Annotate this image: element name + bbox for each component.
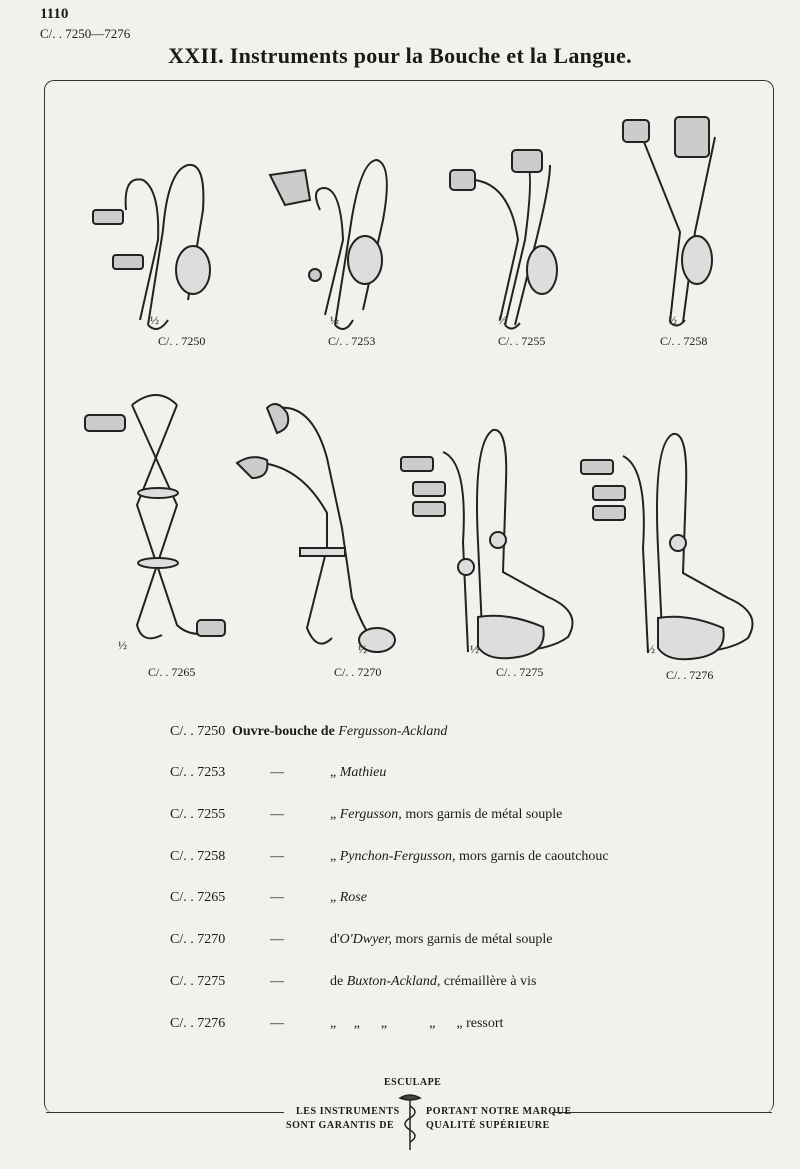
mouth-gag-7258-illustration	[615, 112, 730, 332]
ditto-dash: —	[270, 974, 284, 989]
figure-caption: C/. . 7253	[328, 334, 376, 348]
caduceus-logo-icon	[396, 1092, 424, 1157]
scale-mark: ½	[646, 642, 655, 656]
item-code: C/. . 7258	[170, 849, 226, 864]
item-code: C/. . 7265	[170, 890, 226, 905]
item-description: d'O'Dwyer, mors garnis de métal souple	[330, 932, 553, 947]
ditto-dash: —	[270, 849, 284, 864]
guarantee-text-left-2: SONT GARANTIS DE	[286, 1120, 395, 1131]
item-code: C/. . 7276	[170, 1016, 226, 1031]
item-code: C/. . 7255	[170, 807, 226, 822]
figure-caption: C/. . 7275	[496, 665, 544, 679]
scale-mark: ½	[498, 313, 507, 327]
guarantee-text-left-1: LES INSTRUMENTS	[296, 1106, 400, 1117]
item-description: „ Fergusson, mors garnis de métal souple	[330, 807, 563, 822]
ditto-dash: —	[270, 765, 284, 780]
page-title: XXII. Instruments pour la Bouche et la Langue.	[168, 43, 632, 68]
guarantee-text-right-1: PORTANT NOTRE MARQUE	[426, 1106, 572, 1117]
footer-rule-left	[46, 1112, 284, 1113]
scale-mark: ½	[470, 642, 479, 656]
item-description: „ Rose	[330, 890, 367, 905]
figure-caption: C/. . 7270	[334, 665, 382, 679]
scale-mark: ½	[668, 313, 677, 327]
figure-caption: C/. . 7250	[158, 334, 206, 348]
page-number: 1110	[40, 6, 69, 22]
scale-mark: ½	[118, 638, 127, 652]
mouth-gag-7276-illustration	[578, 428, 763, 663]
item-code: C/. . 7253	[170, 765, 226, 780]
item-description: de Buxton-Ackland, crémaillère à vis	[330, 974, 537, 989]
mouth-gag-7270-illustration	[232, 398, 402, 663]
item-description: „ Mathieu	[330, 765, 387, 780]
ditto-dash: —	[270, 890, 284, 905]
item-description: „ Pynchon-Fergusson, mors garnis de caoutchouc	[330, 849, 609, 864]
item-description: Ouvre-bouche de Fergusson-Ackland	[232, 724, 448, 739]
scale-mark: ½	[330, 313, 339, 327]
figure-caption: C/. . 7265	[148, 665, 196, 679]
mouth-gag-7265-illustration	[82, 385, 232, 660]
item-code: C/. . 7270	[170, 932, 226, 947]
item-description: „ „ „ „ „ ressort	[330, 1016, 504, 1031]
item-code: C/. . 7250	[170, 724, 226, 739]
mouth-gag-7250-illustration	[88, 150, 228, 335]
mouth-gag-7275-illustration	[398, 422, 583, 662]
brand-name: ESCULAPE	[384, 1077, 442, 1088]
scale-mark: ½	[358, 642, 367, 656]
footer-rule-right	[552, 1112, 772, 1113]
ditto-dash: —	[270, 807, 284, 822]
figure-caption: C/. . 7276	[666, 668, 714, 682]
scale-mark: ½	[150, 313, 159, 327]
catalog-range: C/. . 7250—7276	[40, 26, 131, 41]
guarantee-text-right-2: QUALITÉ SUPÉRIEURE	[426, 1120, 550, 1131]
mouth-gag-7253-illustration	[265, 150, 405, 335]
ditto-dash: —	[270, 1016, 284, 1031]
mouth-gag-7255-illustration	[440, 145, 580, 335]
figure-caption: C/. . 7258	[660, 334, 708, 348]
item-code: C/. . 7275	[170, 974, 226, 989]
ditto-dash: —	[270, 932, 284, 947]
figure-caption: C/. . 7255	[498, 334, 546, 348]
